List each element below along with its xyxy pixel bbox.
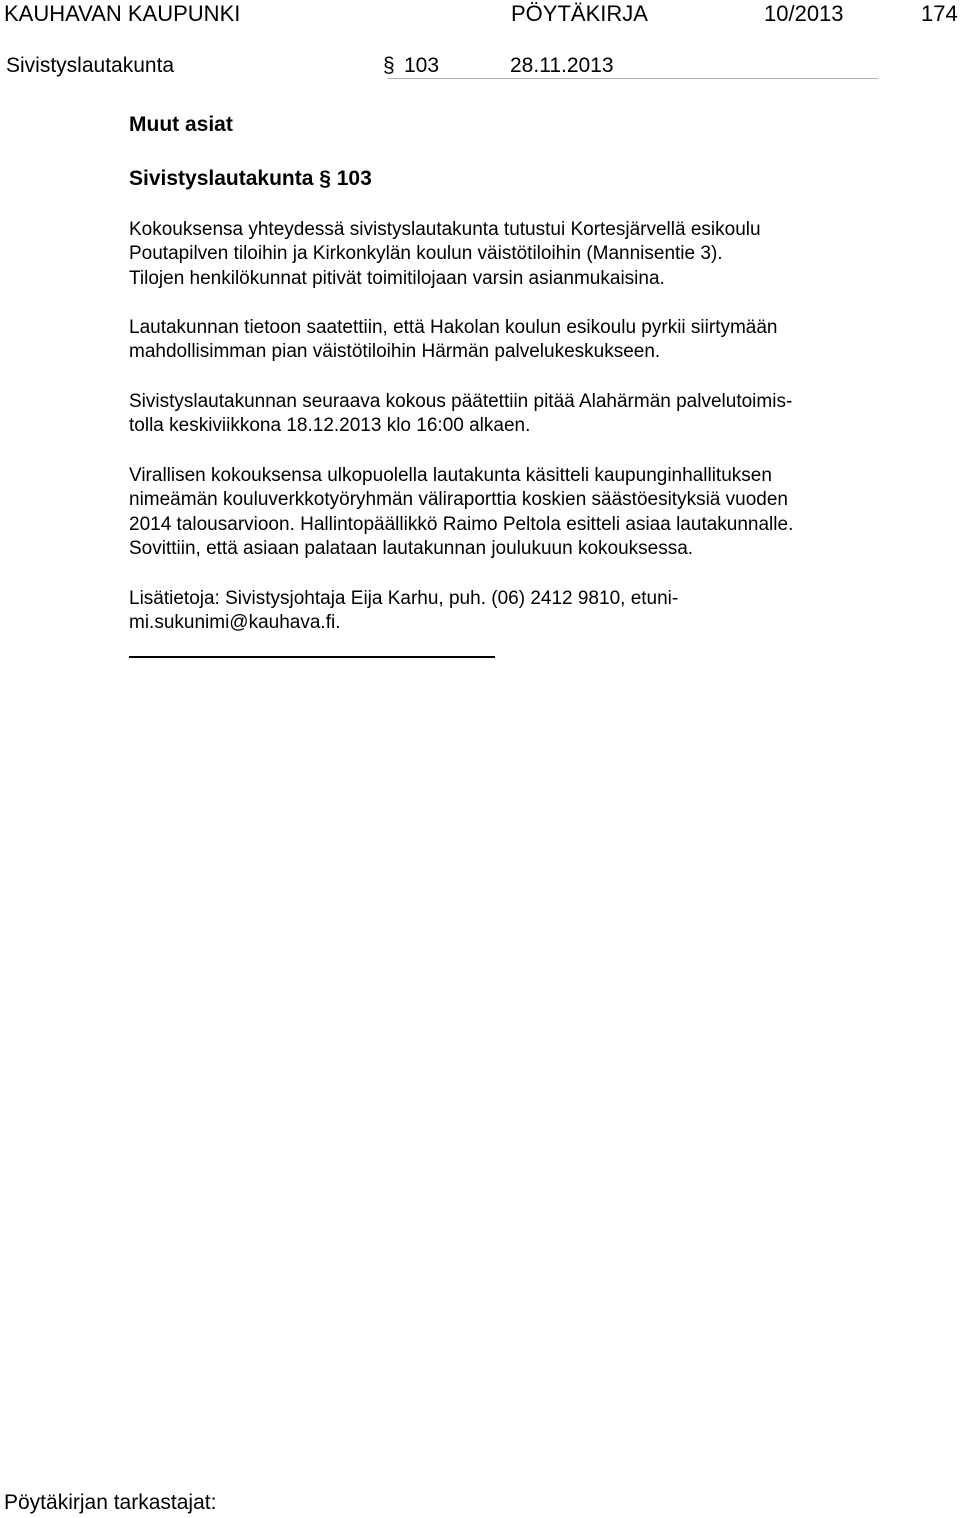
organization-name: KAUHAVAN KAUPUNKI xyxy=(4,1,241,26)
paragraph-line: Poutapilven tiloihin ja Kirkonkylän koulun väistötiloihin (Mannisentie 3). xyxy=(129,243,723,265)
page-number: 174 xyxy=(921,1,958,26)
paragraph-visit xyxy=(129,218,889,291)
paragraph-line: tolla keskiviikkona 18.12.2013 klo 16:00 alkaen. xyxy=(129,415,531,437)
paragraph-line: Sivistyslautakunnan seuraava kokous päätettiin pitää Alahärmän palvelutoimis- xyxy=(129,391,793,412)
meeting-date: 28.11.2013 xyxy=(510,54,614,77)
section-number: 103 xyxy=(404,54,440,77)
paragraph-line: Tilojen henkilökunnat pitivät toimitilojaan varsin asianmukaisina. xyxy=(129,267,665,289)
page-title: Muut asiat xyxy=(129,113,233,136)
paragraph-line: Lautakunnan tietoon saatettiin, että Hakolan koulun esikoulu pyrkii siirtymään xyxy=(129,317,778,338)
paragraph-line: 2014 talousarvioon. Hallintopäällikkö Raimo Peltola esitteli asiaa lautakunnalle. xyxy=(129,513,794,535)
paragraph-contact-info xyxy=(129,587,889,636)
paragraph-line: Lisätietoja: Sivistysjohtaja Eija Karhu, puh. (06) 2412 9810, etuni- xyxy=(129,588,679,609)
section-heading: Sivistyslautakunta § 103 xyxy=(129,167,372,190)
document-type: PÖYTÄKIRJA xyxy=(511,1,648,26)
paragraph-line: Virallisen kokouksensa ulkopuolella lautakunta käsitteli kaupunginhallituksen xyxy=(129,465,772,486)
paragraph-line: Sovittiin, että asiaan palataan lautakunnan joulukuun kokouksessa. xyxy=(129,538,694,560)
paragraph-line: mahdollisimman pian väistötiloihin Härmän palvelukeskukseen. xyxy=(129,341,661,363)
header-divider xyxy=(388,78,878,79)
paragraph-line: Kokouksensa yhteydessä sivistyslautakunta tutustui Kortesjärvellä esikoulu xyxy=(129,219,761,240)
minutes-reviewers-label: Pöytäkirjan tarkastajat: xyxy=(4,1491,217,1514)
paragraph-line: mi.sukunimi@kauhava.fi. xyxy=(129,612,341,634)
paragraph-line: nimeämän kouluverkkotyöryhmän väliraporttia koskien säästöesityksiä vuoden xyxy=(129,489,788,511)
paragraph-preschool xyxy=(129,316,889,365)
section-sign-icon: § xyxy=(383,54,395,77)
issue-number: 10/2013 xyxy=(764,1,844,26)
board-name: Sivistyslautakunta xyxy=(6,54,175,77)
paragraph-school-network xyxy=(129,464,889,562)
section-end-rule xyxy=(129,656,495,658)
paragraph-next-meeting xyxy=(129,390,889,439)
